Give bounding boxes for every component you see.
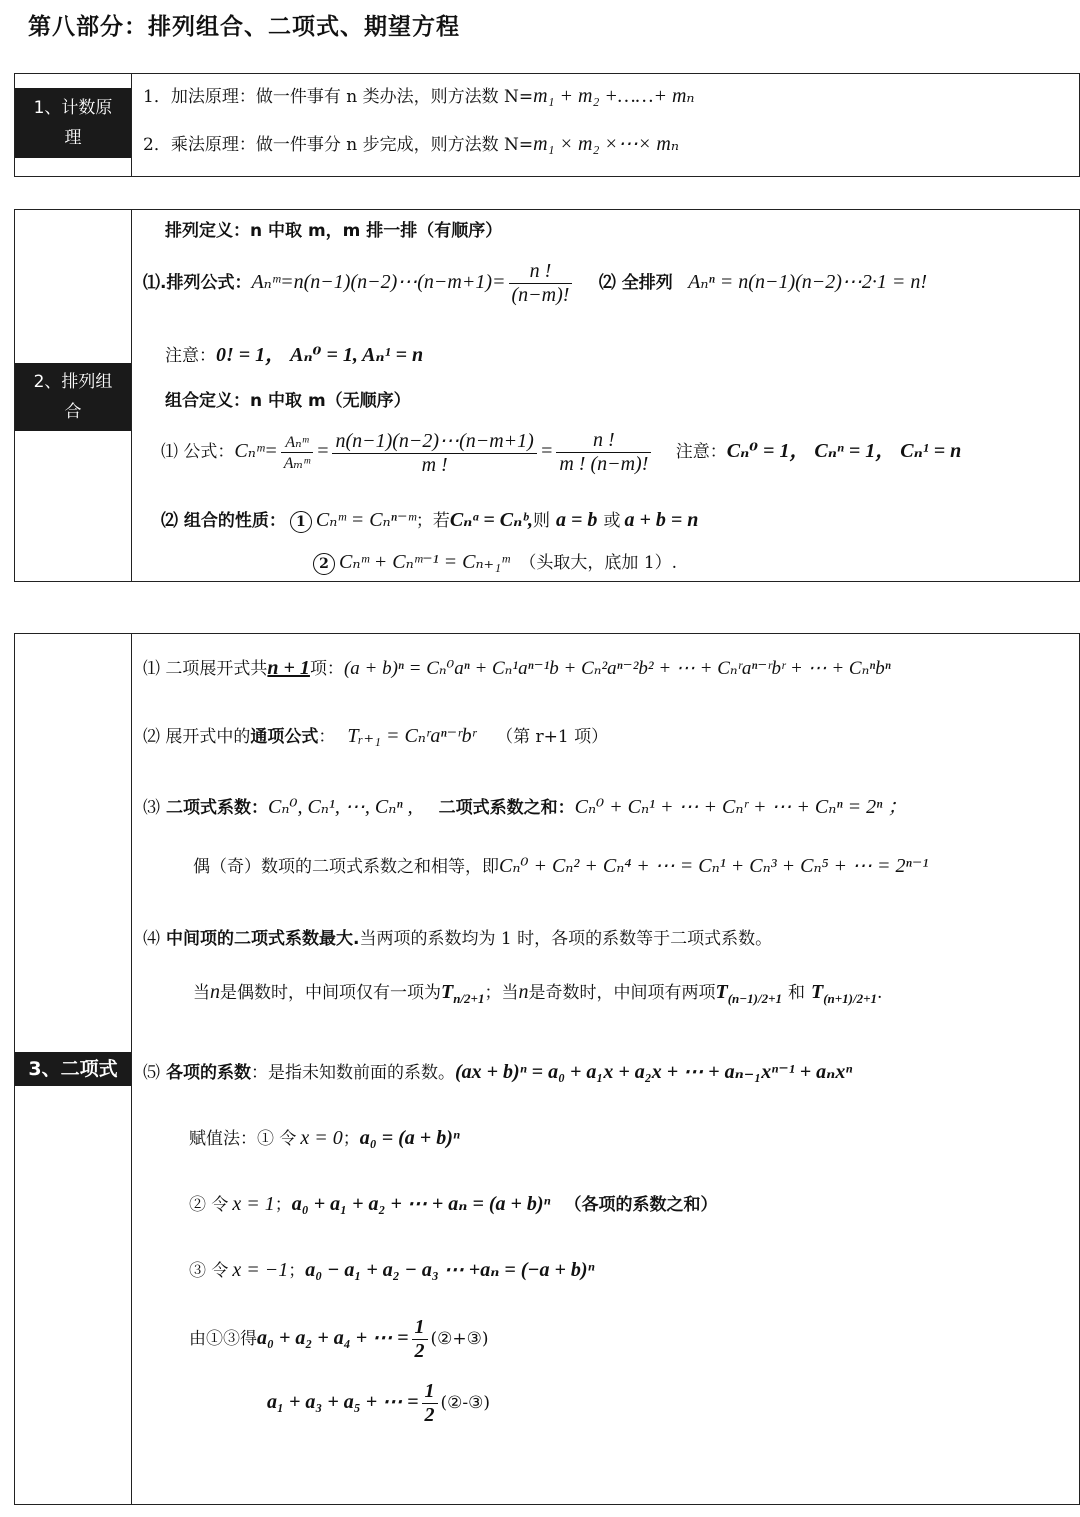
multiplication-text: 2．乘法原理：做一件事分 n 步完成，则方法数 N=	[143, 135, 534, 155]
section-label-line2: 理	[64, 128, 82, 148]
assignment-text: ③ 令	[189, 1261, 229, 1281]
fraction-denominator: Aₘᵐ	[283, 455, 310, 472]
term-coefficients	[143, 1058, 852, 1084]
condition-sum-equals-n: a + b = n	[624, 509, 699, 531]
full-permutation-label: ⑵ 全排列	[598, 273, 673, 293]
assignment-text: ② 令	[189, 1195, 229, 1215]
section-label-line1: 2、排列组	[33, 372, 113, 392]
section-content	[143, 210, 1073, 581]
assignment-condition: x = −1	[232, 1259, 289, 1281]
assignment-result: a₀ = (a + b)ⁿ	[359, 1127, 460, 1149]
addition-principle	[143, 82, 695, 108]
polynomial-formula: (ax + b)ⁿ = a₀ + a₁x + a₂x + ⋯ + aₙ₋₁xⁿ⁻¹ + aₙxⁿ	[455, 1061, 853, 1083]
general-term-formula: Tᵣ₊₁ = Cₙʳaⁿ⁻ʳbʳ	[347, 725, 477, 747]
multiplication-principle	[143, 130, 679, 156]
odd-sum-result	[267, 1380, 490, 1427]
assignment-result: a₀ + a₁ + a₂ + ⋯ + aₙ = (a + b)ⁿ	[291, 1193, 551, 1215]
note-label: 注意：	[165, 346, 216, 366]
section-content	[143, 634, 1073, 1504]
term-subscript: n/2+1	[453, 991, 485, 1006]
term-subscript: (n+1)/2+1	[823, 991, 878, 1006]
circled-number-two: 2	[313, 553, 335, 575]
term-symbol: T	[441, 981, 454, 1003]
fraction-numerator: 1	[422, 1380, 438, 1404]
fraction-denominator: m !	[421, 454, 448, 476]
section-divider	[131, 633, 132, 1505]
detail-text: 是奇数时，中间项有两项	[528, 983, 716, 1003]
combination-fraction-c	[556, 429, 651, 476]
term-count: n + 1	[267, 657, 310, 679]
coefficients-label: 二项式系数：	[166, 798, 268, 818]
combination-property-2	[309, 548, 677, 575]
page-title: 第八部分：排列组合、二项式、期望方程	[28, 14, 460, 40]
permutation-formula	[143, 260, 927, 307]
property-label: ⑵ 组合的性质：	[161, 511, 286, 531]
assignment-result: a₀ − a₁ + a₂ − a₃ ⋯ +aₙ = (−a + b)ⁿ	[305, 1259, 595, 1281]
semicolon: ；	[288, 1261, 306, 1281]
fraction-denominator: m ! (n−m)!	[559, 453, 649, 475]
assignment-1	[189, 1124, 460, 1150]
middle-term-detail	[193, 978, 882, 1007]
result-text: 由①③得	[189, 1329, 257, 1349]
or-word: 或	[603, 511, 621, 531]
section-binomial	[14, 633, 1080, 1505]
assignment-note: （各项的系数之和）	[564, 1195, 718, 1215]
condition-a-equals-b: a = b	[556, 509, 598, 531]
combination-formula	[161, 428, 961, 477]
section-label	[15, 363, 131, 431]
binomial-coefficients	[143, 790, 907, 819]
section-divider	[131, 73, 132, 177]
term-coefficients-text: ：是指未知数前面的系数。	[251, 1063, 455, 1083]
property-connector: ；若	[415, 511, 450, 531]
even-sum-formula: a₀ + a₂ + a₄ + ⋯ =	[257, 1327, 409, 1349]
addition-formula: m₁ + m₂ +……+ mₙ	[533, 85, 695, 107]
combination-property-1	[161, 506, 698, 533]
combination-lhs: Cₙᵐ=	[234, 440, 278, 462]
coefficients-list: Cₙ⁰, Cₙ¹, ⋯, Cₙⁿ ,	[268, 796, 413, 818]
expansion-suffix: 项：	[309, 659, 344, 679]
note-formula: 0! = 1， Aₙ⁰ = 1, Aₙ¹ = n	[216, 344, 424, 366]
multiplication-formula: m₁ × m₂ ×⋯× mₙ	[533, 133, 679, 155]
equal-combination-formula: Cₙᵃ = Cₙᵇ,	[449, 509, 534, 531]
fraction-numerator: 1	[412, 1316, 428, 1340]
variable-n: n	[518, 981, 529, 1003]
term-coefficients-label: 各项的系数	[166, 1063, 251, 1083]
item-number: ⑶	[143, 798, 160, 818]
and-word: 和	[787, 983, 805, 1003]
expansion-prefix: ⑴ 二项展开式共	[143, 659, 268, 679]
result-note: (②-③)	[440, 1393, 491, 1413]
fraction-denominator: (n−m)!	[511, 284, 570, 306]
general-term	[143, 722, 608, 748]
item-number: ⑸	[143, 1063, 160, 1083]
section-permutation-combination	[14, 209, 1080, 582]
coefficient-sum-formula: Cₙ⁰ + Cₙ¹ + ⋯ + Cₙʳ + ⋯ + Cₙⁿ = 2ⁿ ；	[574, 796, 908, 818]
detail-text: 是偶数时，中间项仅有一项为	[220, 983, 441, 1003]
even-sum-result	[189, 1316, 489, 1363]
assignment-condition: x = 1	[232, 1193, 275, 1215]
variable-n: n	[210, 981, 220, 1003]
odd-middle-term-1	[715, 981, 782, 1006]
section-label-line2: 合	[64, 402, 82, 422]
even-odd-formula: Cₙ⁰ + Cₙ² + Cₙ⁴ + ⋯ = Cₙ¹ + Cₙ³ + Cₙ⁵ + ⋯ = 2ⁿ⁻¹	[499, 855, 929, 877]
general-term-label: 通项公式	[250, 727, 319, 747]
fraction-denominator: 2	[424, 1404, 435, 1426]
addition-text: 1．加法原理：做一件事有 n 类办法，则方法数 N=	[143, 87, 534, 107]
middle-term-text: 当两项的系数均为 1 时，各项的系数等于二项式系数。	[359, 929, 773, 949]
permutation-fraction	[509, 260, 573, 307]
odd-sum-formula: a₁ + a₃ + a₅ + ⋯ =	[267, 1391, 419, 1413]
combination-fraction-b	[332, 428, 536, 477]
permutation-definition: 排列定义：n 中取 m，m 排一排（有顺序）	[165, 221, 503, 241]
result-note: (②+③)	[430, 1329, 489, 1349]
even-middle-term	[441, 981, 485, 1006]
full-permutation-formula: Aₙⁿ = n(n−1)(n−2)⋯2·1 = n!	[688, 271, 928, 293]
section-content	[143, 74, 1073, 176]
fraction-numerator: Aₙᵐ	[281, 432, 313, 453]
assignment-3	[189, 1256, 595, 1282]
fraction-numerator: n !	[509, 260, 573, 284]
permutation-formula-label: ⑴.排列公式：	[143, 273, 252, 293]
pascal-note: （头取大，底加 1）.	[519, 553, 678, 573]
term-subscript: (n−1)/2+1	[727, 991, 782, 1006]
odd-middle-term-2	[810, 981, 878, 1006]
permutation-formula-lhs: Aₙᵐ=n(n−1)(n−2)⋯(n−m+1)=	[251, 271, 506, 293]
middle-term-label: 中间项的二项式系数最大.	[166, 929, 360, 949]
period: .	[877, 983, 883, 1003]
section-label	[15, 1052, 131, 1086]
symmetry-formula: Cₙᵐ = Cₙⁿ⁻ᵐ	[315, 509, 416, 531]
section-label-line1: 1、计数原	[33, 98, 113, 118]
combination-definition: 组合定义：n 中取 m（无顺序）	[165, 391, 411, 411]
half-fraction	[422, 1380, 438, 1427]
general-term-prefix: ⑵ 展开式中的	[143, 727, 251, 747]
section-counting-principle	[14, 73, 1080, 177]
equals-sign: =	[315, 440, 330, 462]
term-symbol: T	[715, 981, 728, 1003]
section-divider	[131, 209, 132, 582]
detail-text: 当	[193, 983, 210, 1003]
combination-note-formula: Cₙ⁰ = 1， Cₙⁿ = 1， Cₙ¹ = n	[726, 440, 962, 462]
even-odd-text: 偶（奇）数项的二项式系数之和相等，即	[193, 857, 499, 877]
section-label-text: 3、二项式	[28, 1058, 118, 1080]
fraction-denominator: 2	[414, 1340, 425, 1362]
detail-text: ；当	[484, 983, 519, 1003]
section-label	[15, 88, 131, 158]
assignment-condition: x = 0	[300, 1127, 343, 1149]
expansion-formula: (a + b)ⁿ = Cₙ⁰aⁿ + Cₙ¹aⁿ⁻¹b + Cₙ²aⁿ⁻²b² + ⋯ + Cₙʳaⁿ⁻ʳbʳ + ⋯ + Cₙⁿbⁿ	[343, 658, 891, 679]
semicolon: ；	[274, 1195, 292, 1215]
binomial-expansion	[143, 654, 891, 680]
general-term-colon: ：	[318, 727, 336, 747]
assignment-2	[189, 1190, 718, 1216]
pascal-formula: Cₙᵐ + Cₙᵐ⁻¹ = Cₙ₊₁ᵐ	[339, 551, 510, 573]
fraction-numerator: n !	[556, 429, 651, 453]
circled-number-one: 1	[290, 511, 312, 533]
combination-formula-label: ⑴ 公式：	[161, 442, 235, 462]
combination-fraction-a	[281, 432, 313, 473]
then-word: 则	[533, 511, 551, 531]
middle-term	[143, 924, 772, 949]
equals-sign: =	[539, 440, 554, 462]
even-odd-coefficients	[193, 852, 928, 878]
item-number: ⑷	[143, 929, 160, 949]
general-term-note: （第 r+1 项）	[496, 727, 609, 747]
fraction-numerator: n(n−1)(n−2)⋯(n−m+1)	[332, 428, 536, 454]
permutation-note	[165, 338, 423, 367]
semicolon: ；	[342, 1129, 360, 1149]
assignment-text: 赋值法：① 令	[189, 1129, 297, 1149]
half-fraction	[412, 1316, 428, 1363]
combination-note-label: 注意：	[675, 442, 727, 462]
term-symbol: T	[810, 981, 824, 1003]
coefficient-sum-label: 二项式系数之和：	[438, 798, 575, 818]
